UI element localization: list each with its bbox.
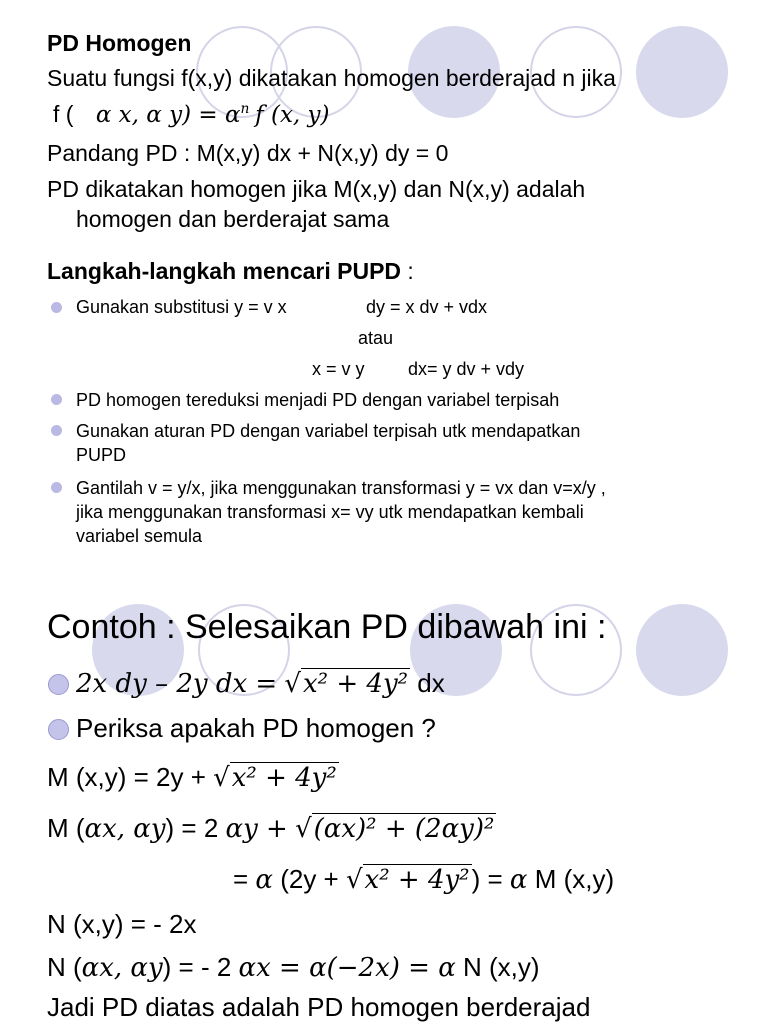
alt-substitution-dx: dx= y dv + vdy xyxy=(408,359,525,379)
bullet-substitution: Gunakan substitusi y = v x xyxy=(76,297,287,317)
n-definition: N (x,y) = - 2x xyxy=(47,909,197,939)
m-alpha-result: = α (2y + √x² + 4y²) = α M (x,y) xyxy=(233,864,615,895)
bullet-dot xyxy=(51,425,62,436)
m-alpha-definition: M (αx, αy) = 2 αy + √(αx)² + (2αy)² xyxy=(47,813,495,844)
conclusion-text: Jadi PD diatas adalah PD homogen berderajad xyxy=(47,992,591,1022)
bullet-replace-line-2: jika menggunakan transformasi x= vy utk mendapatkan kembali xyxy=(76,502,584,522)
m-definition: M (x,y) = 2y + √x² + 4y² xyxy=(47,762,337,793)
steps-heading: Langkah-langkah mencari PUPD : xyxy=(47,258,414,284)
bullet-dot xyxy=(48,719,69,740)
slide2-title: Contoh : Selesaikan PD dibawah ini : xyxy=(47,608,607,646)
bullet-dot xyxy=(51,302,62,313)
pandang-text: Pandang PD : M(x,y) dx + N(x,y) dy = 0 xyxy=(47,140,449,166)
bullet-dot xyxy=(48,674,69,695)
alt-substitution: x = v y xyxy=(312,359,365,379)
decor-circle-2 xyxy=(636,26,728,118)
n-alpha-definition: N (αx, αy) = - 2 αx = α(−2x) = α N (x,y) xyxy=(47,952,540,983)
bullet-dot xyxy=(51,482,62,493)
decor-circle-5 xyxy=(636,604,728,696)
bullet-replace-line-3: variabel semula xyxy=(76,526,203,546)
example-equation: 2x dy – 2y dx = √x² + 4y² dx xyxy=(76,668,445,699)
bullet-reduction: PD homogen tereduksi menjadi PD dengan variabel terpisah xyxy=(76,390,560,410)
bullet-rule-line-1: Gunakan aturan PD dengan variabel terpisah utk mendapatkan xyxy=(76,421,581,441)
atau-text: atau xyxy=(358,328,394,348)
bullet-substitution-dy: dy = x dv + vdx xyxy=(366,297,488,317)
bullet-dot xyxy=(51,394,62,405)
bullet-rule-line-2: PUPD xyxy=(76,445,127,465)
formula-exponent: n xyxy=(240,101,250,118)
homogen-line-2: homogen dan berderajat sama xyxy=(76,206,390,232)
definition-text: Suatu fungsi f(x,y) dikatakan homogen berderajad n jika xyxy=(47,65,616,91)
bullet-replace-line-1: Gantilah v = y/x, jika menggunakan transformasi y = vx dan v=x/y , xyxy=(76,478,606,498)
homogeneity-formula xyxy=(53,101,330,128)
sqrt-expression: √x² + 4y² xyxy=(284,669,409,699)
check-homogeneous: Periksa apakah PD homogen ? xyxy=(76,713,436,743)
slide1-title: PD Homogen xyxy=(47,30,192,56)
homogen-line-1: PD dikatakan homogen jika M(x,y) dan N(x,y) adalah xyxy=(47,176,586,202)
formula-args: α x, α $y) = \alpha^n$ f (x, y) xyxy=(95,101,330,128)
formula-lhs: f ( xyxy=(53,101,74,127)
